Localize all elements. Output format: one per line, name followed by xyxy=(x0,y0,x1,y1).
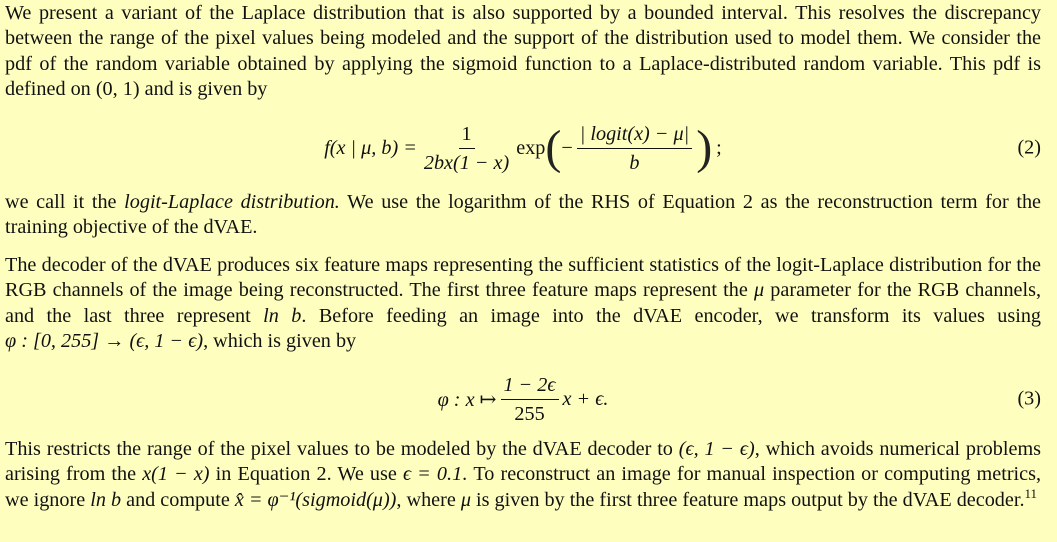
equation-number-3: (3) xyxy=(1017,387,1041,410)
para4-b: , which avoids numerical problems arising from the xyxy=(5,438,1042,486)
x-hat-math: x̂ = φ⁻¹(sigmoid(μ)) xyxy=(234,488,397,511)
para2-emphasis: logit-Laplace distribution. xyxy=(124,191,340,213)
epsilon-value-math: ϵ = 0.1 xyxy=(402,463,463,486)
ln-b-math: ln b xyxy=(263,304,302,327)
footnote-marker[interactable]: 11 xyxy=(1024,485,1038,501)
equation-number-2: (2) xyxy=(1017,136,1041,159)
interval-math: (0, 1) xyxy=(95,77,140,100)
eq2-frac2-numerator: | logit(x) − μ| xyxy=(577,122,692,149)
phi-map-math: φ : [0, 255] → (ϵ, 1 − ϵ) xyxy=(5,329,204,352)
eq2-semicolon: ; xyxy=(716,136,722,159)
paragraph-decoder xyxy=(5,253,1041,354)
para4-a: This restricts the range of the pixel values to be modeled by the dVAE decoder to xyxy=(5,438,673,460)
para4-c: in Equation 2. We use xyxy=(215,463,397,486)
mu-symbol-2: μ xyxy=(460,488,471,511)
eq3-lhs: φ : x ↦ xyxy=(437,388,497,411)
x-one-minus-x-math: x(1 − x) xyxy=(142,463,210,486)
eq2-paren-close: ) xyxy=(696,121,713,174)
para2-rest: We use the logarithm of the RHS of Equation 2 as the reconstruction term for the training objective of the dVAE. xyxy=(5,191,1042,239)
para2-start: we call it the xyxy=(5,191,117,213)
equation-2 xyxy=(5,118,1041,178)
paragraph-logit-laplace xyxy=(5,190,1041,241)
eq3-numerator: 1 − 2ϵ xyxy=(501,373,559,400)
para4-e: and compute xyxy=(126,488,230,511)
mu-symbol: μ xyxy=(753,279,765,302)
para4-g: is given by the first three feature maps output by the dVAE decoder. xyxy=(476,488,1025,511)
equation-3 xyxy=(5,370,1041,428)
eq2-minus: − xyxy=(561,136,573,159)
para3-a: The decoder of the dVAE produces six feature maps representing the sufficient statistics of the logit-Laplace distribution for the RGB channels of the image being reconstructed. The first three feature maps represent the xyxy=(5,254,1041,302)
eq2-fraction-1 xyxy=(421,122,512,175)
paragraph-restriction xyxy=(5,437,1041,513)
eq2-paren-open: ( xyxy=(545,121,562,174)
para1-end-text: and is given by xyxy=(144,77,268,100)
para3-c: . Before feeding an image into the dVAE encoder, we transform its values using xyxy=(301,304,1042,327)
ln-b-math-2: ln b xyxy=(90,488,122,511)
eq2-lhs: f(x | μ, b) = xyxy=(324,136,417,159)
eq2-fraction-2 xyxy=(577,122,692,175)
para4-d: . To reconstruct an image for manual inspection or computing metrics, we ignore xyxy=(5,463,1042,511)
paragraph-intro xyxy=(5,1,1041,102)
para3-b: parameter for the RGB channels, and the last three represent xyxy=(5,279,1042,327)
eq3-rhs: x + ϵ. xyxy=(562,387,609,410)
eq2-frac1-numerator: 1 xyxy=(459,122,475,149)
eq2-exp: exp xyxy=(516,136,546,159)
para4-f: , where xyxy=(396,488,456,511)
eq2-frac2-denominator: b xyxy=(629,151,640,174)
range-math: (ϵ, 1 − ϵ) xyxy=(678,438,755,460)
eq3-denominator: 255 xyxy=(514,402,545,425)
eq2-frac1-denominator: 2bx(1 − x) xyxy=(423,151,510,174)
para1-text: We present a variant of the Laplace distribution that is also supported by a bounded interval. This resolves the discrepancy between the range of the pixel values being modeled and the support of the distribution used to model them. We consider the pdf of the random variable obtained by applying the sigmoid function to a Laplace-distributed random variable. This pdf is defined on xyxy=(5,2,1041,100)
para3-d: , which is given by xyxy=(203,329,357,352)
eq3-fraction xyxy=(501,373,559,426)
